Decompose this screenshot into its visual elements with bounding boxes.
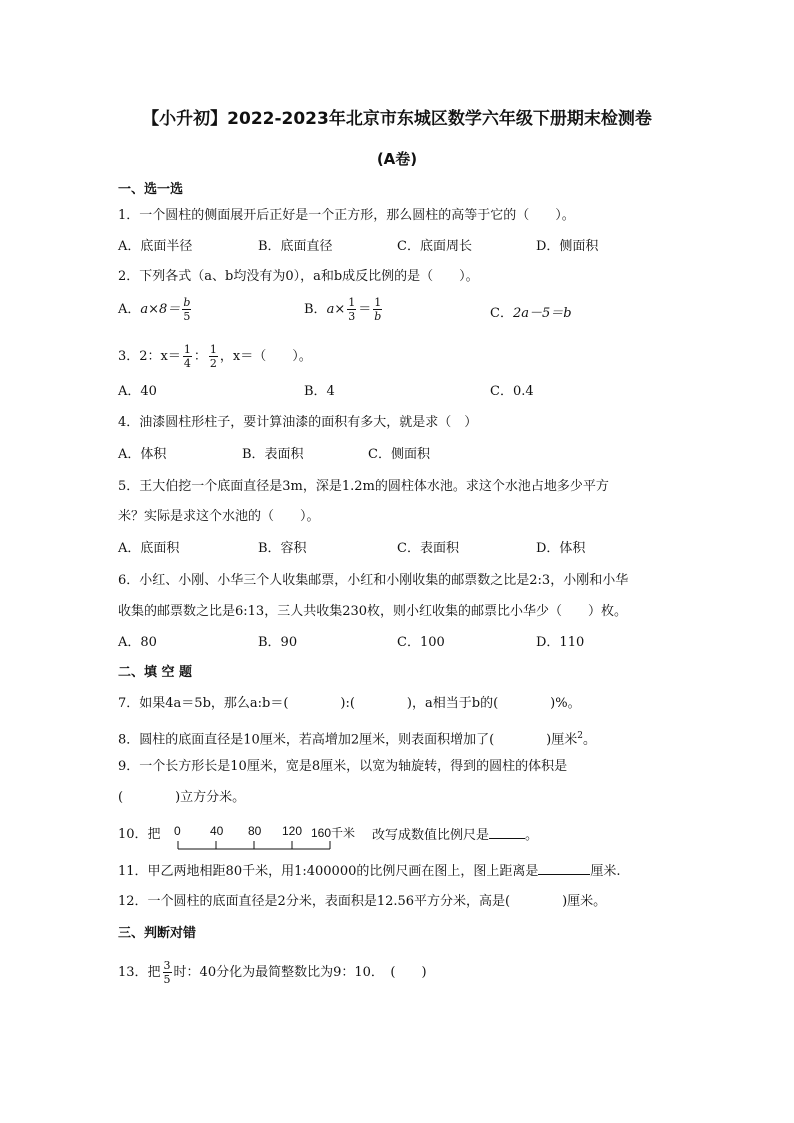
question-10-suffix: 改写成数值比例尺是 。 [372,828,539,843]
question-3: 3．2：x＝ $\frac{1}{4}$ ： $\frac{1}{2}$ ，x＝（ ）。 [118,343,312,370]
answer-blank[interactable] [538,862,590,875]
q4-option-c: C．侧面积 [368,447,430,462]
question-5-line-1: 5．王大伯挖一个底面直径是3m，深是1.2m的圆柱体水池。求这个水池占地多少平方 [118,479,609,494]
scale-tick-label: 0 [174,824,181,838]
q1-option-d: D．侧面积 [536,239,599,254]
q1-option-c: C．底面周长 [397,239,472,254]
question-9-line-1: 9．一个长方形长是10厘米，宽是8厘米，以宽为轴旋转，得到的圆柱的体积是 [118,759,568,774]
section-fill-heading: 二、填 空 题 [118,665,193,680]
question-1: 1．一个圆柱的侧面展开后正好是一个正方形，那么圆柱的高等于它的（ ）。 [118,208,575,223]
question-6-line-1: 6．小红、小刚、小华三个人收集邮票，小红和小刚收集的邮票数之比是2:3，小刚和小华 [118,573,629,588]
q1-option-a: A．底面半径 [118,239,193,254]
question-4: 4．油漆圆柱形柱子，要计算油漆的面积有多大，就是求（ ） [118,415,478,430]
question-5-line-2: 米？实际是求这个水池的（ ）。 [118,509,320,524]
q5-option-c: C．表面积 [397,541,459,556]
q3-option-a: A．40 [118,384,157,399]
question-12: 12．一个圆柱的底面直径是2分米，表面积是12.56平方分米，高是( )厘米。 [118,894,607,909]
question-10-prefix: 10．把 [118,827,161,842]
page-subtitle: (A卷) [376,150,418,168]
scale-tick-label: 80 [248,824,262,838]
q6-option-a: A．80 [118,635,157,650]
q6-option-d: D．110 [536,635,585,650]
section-choice-heading: 一、选一选 [118,182,184,197]
q6-option-b: B．90 [258,635,298,650]
q2-option-a: A．a×8＝ $\frac{b}{5}$ [118,296,191,323]
q2-option-b: B．a× $\frac{1}{3}$ ＝ $\frac{1}{b}$ [304,296,382,323]
q4-option-a: A．体积 [118,447,167,462]
question-8: 8．圆柱的底面直径是10厘米，若高增加2厘米，则表面积增加了( )厘米$^2$。 [118,731,596,748]
q1-option-b: B．底面直径 [258,239,333,254]
page-title: 【小升初】2022-2023年北京市东城区数学六年级下册期末检测卷 [142,109,652,129]
question-11: 11．甲乙两地相距80千米，用1:400000的比例尺画在图上，图上距离是 厘米. [118,864,621,879]
section-judge-heading: 三、判断对错 [118,926,197,941]
question-7: 7．如果4a＝5b，那么a:b＝( ):( )，a相当于b的( )%。 [118,696,581,711]
line-scale [174,824,374,852]
scale-tick-label: 40 [210,824,224,838]
q4-option-b: B．表面积 [242,447,304,462]
question-6-line-2: 收集的邮票数之比是6:13，三人共收集230枚，则小红收集的邮票比小华少（ ）枚。 [118,604,628,619]
answer-blank[interactable] [489,826,525,839]
scale-bar [174,838,344,852]
q3-option-b: B．4 [304,384,335,399]
q6-option-c: C．100 [397,635,445,650]
scale-tick-label: 160千米 [311,826,356,840]
q3-option-c: C．0.4 [490,384,534,399]
q2-option-c: C．2a－5＝b [490,306,572,321]
question-9-line-2: ( )立方分米。 [118,790,246,805]
scale-tick-label: 120 [282,824,303,838]
q5-option-a: A．底面积 [118,541,180,556]
question-2: 2．下列各式（a、b均没有为0），a和b成反比例的是（ ）。 [118,269,479,284]
q5-option-b: B．容积 [258,541,307,556]
q5-option-d: D．体积 [536,541,586,556]
question-13: 13．把 $\frac{3}{5}$ 时：40分化为最简整数比为9：10． ( ) [118,959,427,986]
